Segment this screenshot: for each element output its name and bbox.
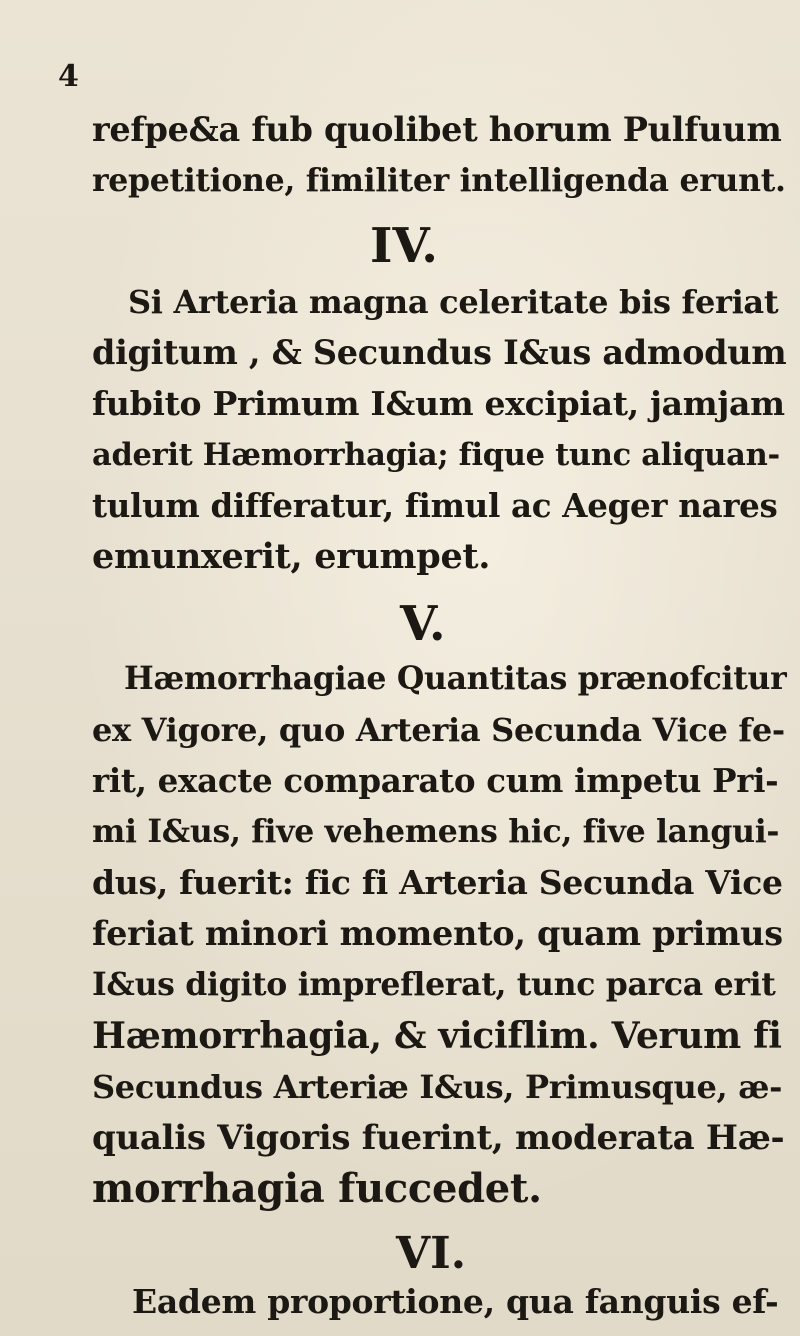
text-line: Hæmorrhagia, & viciflim. Verum fi bbox=[92, 1015, 782, 1057]
text-line: mi I&us, five vehemens hic, five langui- bbox=[92, 813, 780, 850]
text-line: morrhagia fuccedet. bbox=[92, 1165, 542, 1212]
text-line: I&us digito impreflerat, tunc parca erit bbox=[92, 966, 776, 1003]
text-line: qualis Vigoris fuerint, moderata Hæ- bbox=[92, 1118, 785, 1158]
text-line: Secundus Arteriæ I&us, Primusque, æ- bbox=[92, 1068, 783, 1106]
text-line: digitum , & Secundus I&us admodum bbox=[92, 333, 787, 372]
text-line: fubito Primum I&um excipiat, jamjam bbox=[92, 384, 785, 423]
text-line: Eadem proportione, qua fanguis ef- bbox=[132, 1282, 779, 1321]
text-line: tulum differatur, fimul ac Aeger nares bbox=[92, 486, 778, 525]
section-heading-v: V. bbox=[400, 596, 446, 652]
text-line: Si Arteria magna celeritate bis feriat bbox=[128, 283, 779, 321]
text-line: feriat minori momento, quam primus bbox=[92, 914, 783, 953]
text-line: emunxerit, erumpet. bbox=[92, 536, 491, 577]
text-line: repetitione, fimiliter intelligenda erunt. bbox=[92, 162, 786, 199]
section-heading-vi: VI. bbox=[396, 1228, 467, 1279]
section-heading-iv: IV. bbox=[370, 218, 439, 274]
text-line: aderit Hæmorrhagia; fique tunc aliquan- bbox=[92, 437, 780, 473]
page-number: 4 bbox=[58, 59, 79, 94]
text-line: Hæmorrhagiae Quantitas prænofcitur bbox=[124, 660, 787, 697]
text-line: rit, exacte comparato cum impetu Pri- bbox=[92, 761, 779, 800]
text-line: ex Vigore, quo Arteria Secunda Vice fe- bbox=[92, 711, 785, 749]
text-line: dus, fuerit: fic fi Arteria Secunda Vice bbox=[92, 863, 783, 902]
text-line: refpe&a fub quolibet horum Pulfuum bbox=[92, 110, 782, 149]
